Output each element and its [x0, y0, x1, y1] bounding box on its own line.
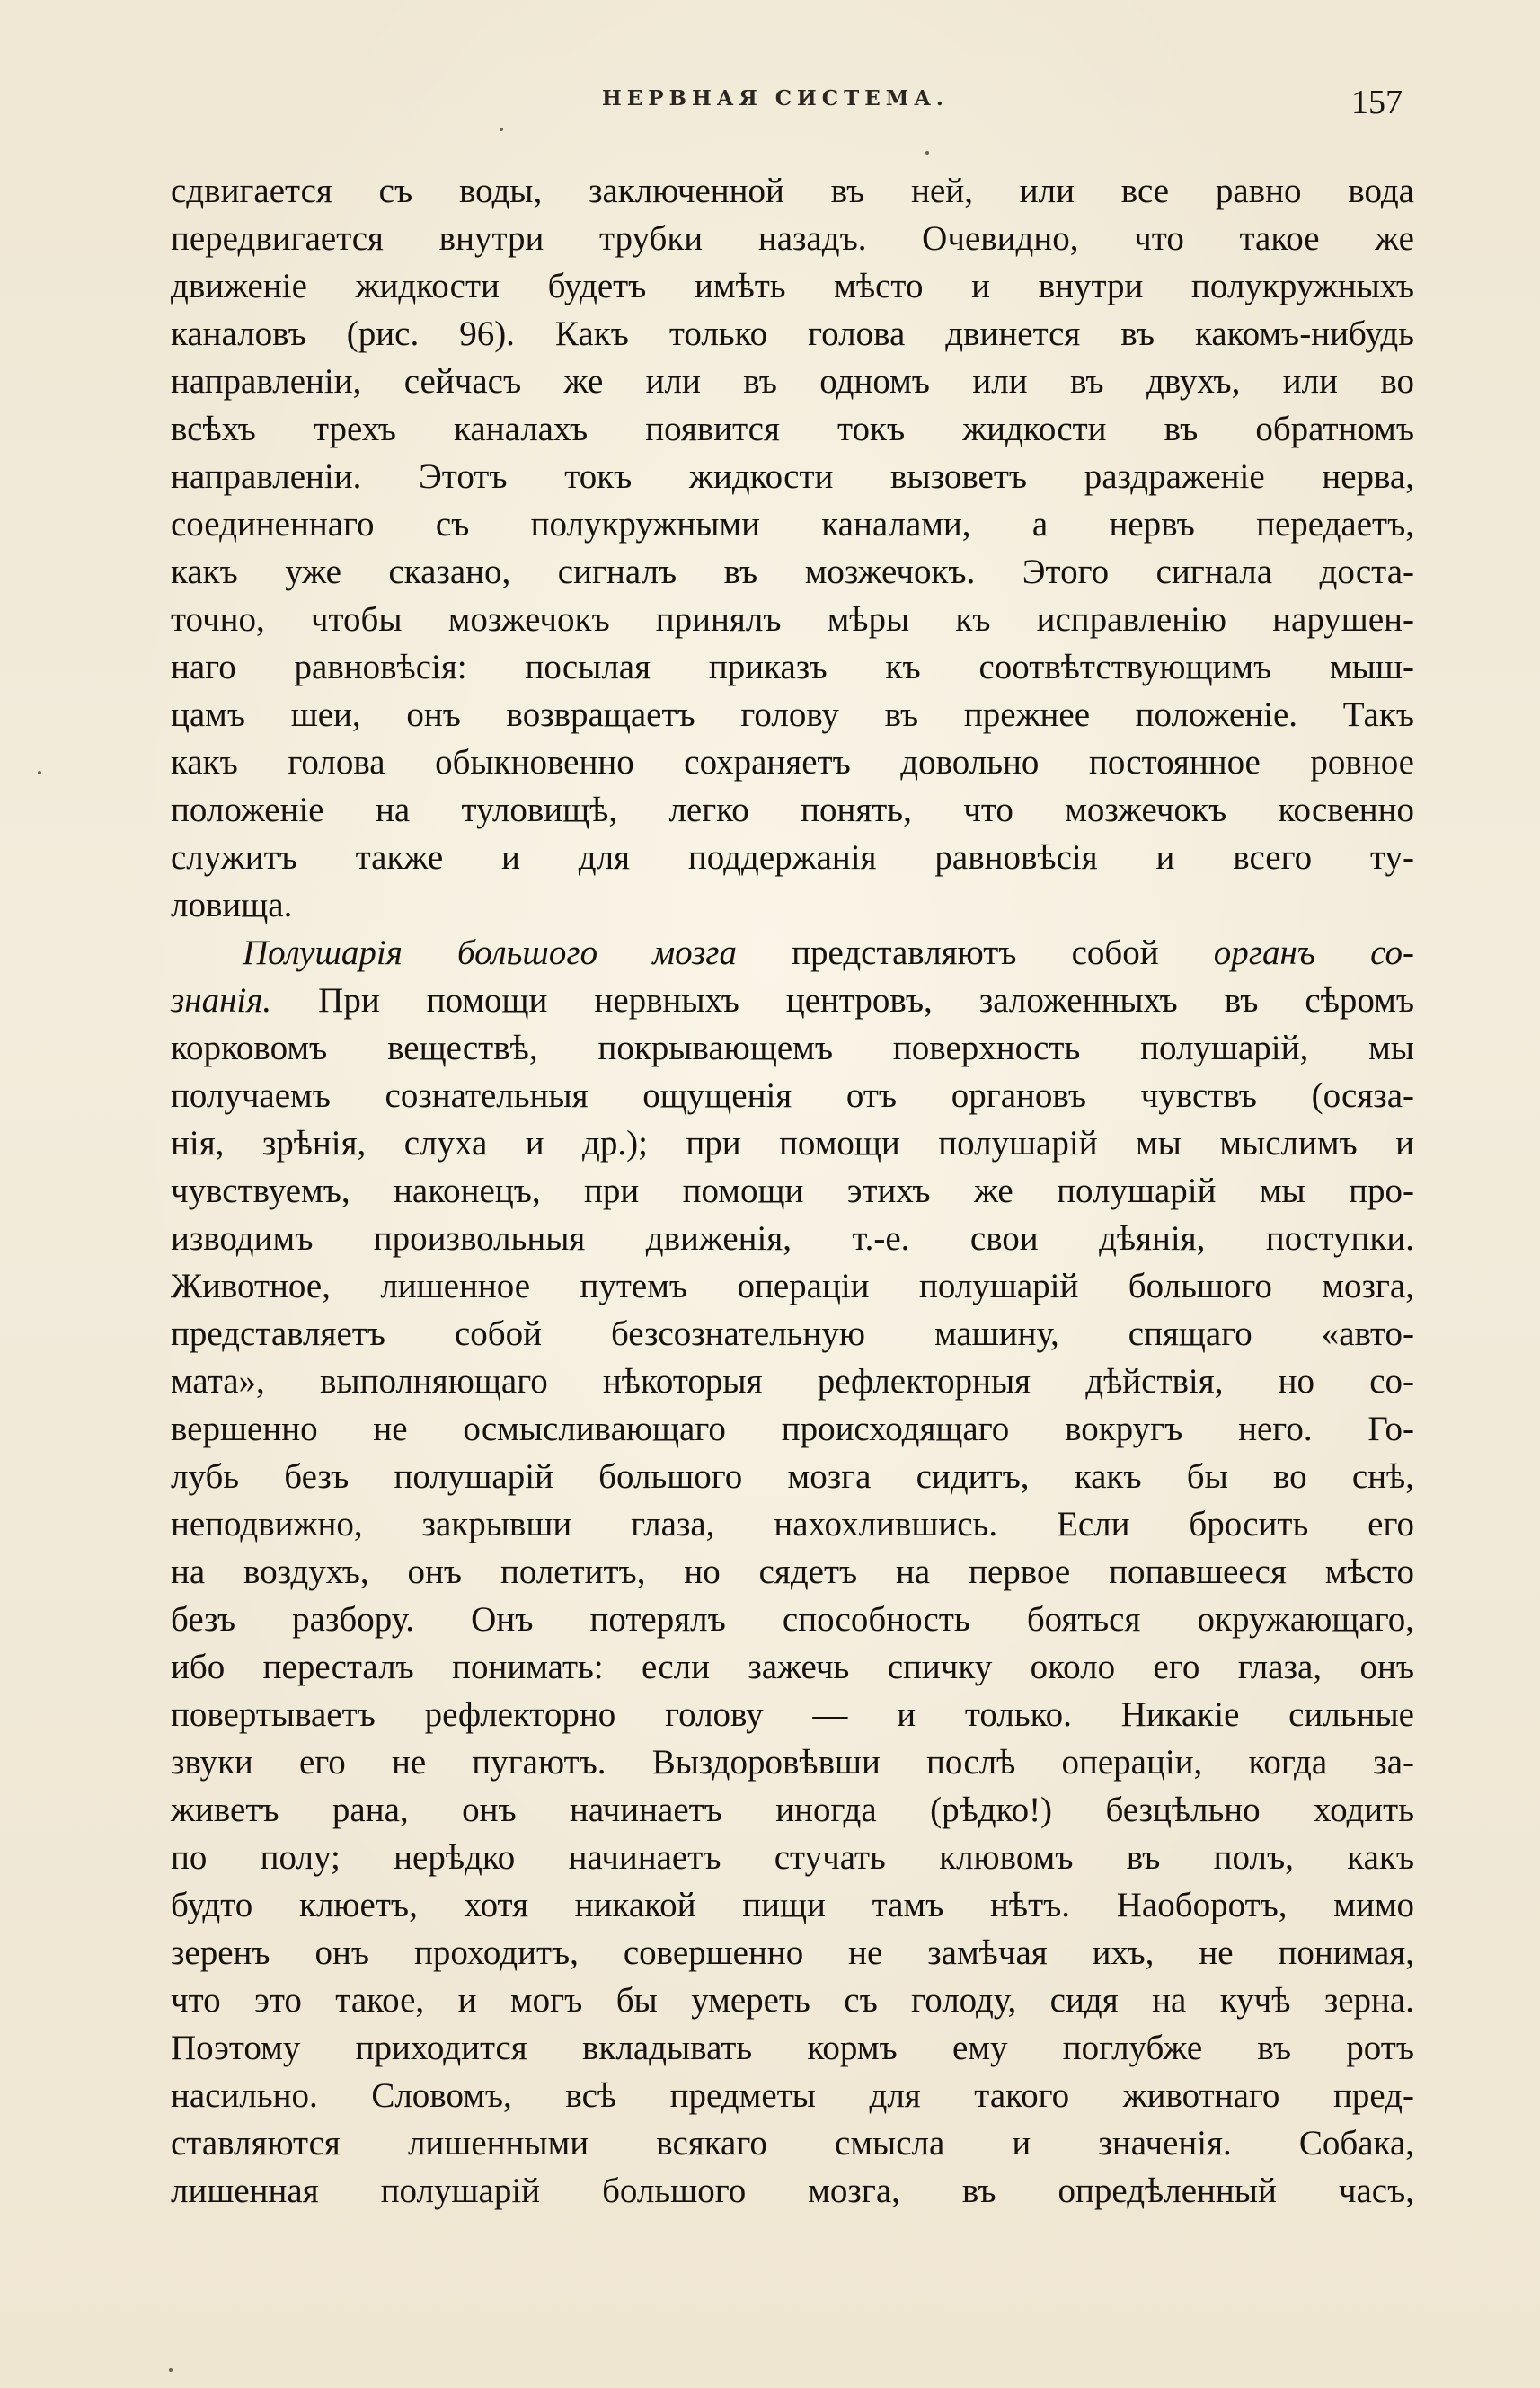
paper-speck — [500, 128, 503, 131]
text-run: представляютъ собой — [737, 933, 1214, 972]
body-text — [171, 167, 1414, 2215]
text-line: ловища. — [171, 886, 293, 924]
text-line: какъ голова обыкновенно сохраняетъ довольно постоянное ровное — [171, 743, 1414, 782]
page-number: 157 — [1351, 84, 1403, 121]
text-line: каналовъ (рис. 96). Какъ только голова двинется въ какомъ-нибудь — [171, 314, 1414, 353]
text-line: положенiе на туловищѣ, легко понять, что мозжечокъ косвенно — [171, 791, 1414, 829]
text-line: живетъ рана, онъ начинаетъ иногда (рѣдко!) безцѣльно ходить — [171, 1791, 1414, 1829]
text-line: зеренъ онъ проходитъ, совершенно не замѣчая ихъ, не понимая, — [171, 1933, 1414, 1972]
paper-speck — [38, 771, 41, 774]
running-head — [0, 83, 1540, 119]
text-line: изводимъ произвольныя движенiя, т.-е. свои дѣянiя, поступки. — [171, 1219, 1414, 1258]
italic-term: Полушарiя большого мозга — [243, 933, 738, 972]
text-line: по полу; нерѣдко начинаетъ стучать клювомъ въ полъ, какъ — [171, 1838, 1414, 1877]
text-line: представляетъ собой безсознательную машину, спящаго «авто- — [171, 1314, 1414, 1353]
text-line — [171, 929, 1414, 977]
text-run: При помощи нервныхъ центровъ, заложенныхъ въ сѣромъ — [271, 981, 1414, 1020]
text-line: нiя, зрѣнiя, слуха и др.); при помощи полушарiй мы мыслимъ и — [171, 1124, 1414, 1163]
text-line: лишенная полушарiй большого мозга, въ опредѣленный часъ, — [171, 2171, 1414, 2210]
italic-term: органъ со- — [1213, 933, 1414, 972]
italic-term: знанiя. — [171, 981, 272, 1020]
text-line: точно, чтобы мозжечокъ принялъ мѣры къ исправленiю нарушен- — [171, 600, 1414, 639]
text-line: движенiе жидкости будетъ имѣть мѣсто и внутри полукружныхъ — [171, 267, 1414, 305]
text-line: что это такое, и могъ бы умереть съ голоду, сидя на кучѣ зерна. — [171, 1981, 1414, 2020]
paper-speck — [169, 2368, 173, 2372]
text-line: цамъ шеи, онъ возвращаетъ голову въ прежнее положенiе. Такъ — [171, 695, 1414, 734]
paragraph-2 — [171, 929, 1414, 2215]
text-line: безъ разбору. Онъ потерялъ способность бояться окружающаго, — [171, 1600, 1414, 1639]
paper-speck — [925, 151, 929, 155]
text-line: какъ уже сказано, сигналъ въ мозжечокъ. Этого сигнала доста- — [171, 553, 1414, 591]
running-title: НЕРВНАЯ СИСТЕМА. — [602, 86, 949, 111]
text-line: на воздухъ, онъ полетитъ, но сядетъ на первое попавшееся мѣсто — [171, 1552, 1414, 1591]
text-line: насильно. Словомъ, всѣ предметы для такого животнаго пред- — [171, 2076, 1414, 2115]
text-line: звуки его не пугаютъ. Выздоровѣвши послѣ операцiи, когда за- — [171, 1743, 1414, 1782]
text-line: служитъ также и для поддержанiя равновѣсiя и всего ту- — [171, 838, 1414, 877]
text-line — [171, 977, 1414, 1024]
text-line: направленiи. Этотъ токъ жидкости вызоветъ раздраженiе нерва, — [171, 457, 1414, 496]
paragraph-1 — [171, 167, 1414, 929]
text-line: всѣхъ трехъ каналахъ появится токъ жидкости въ обратномъ — [171, 410, 1414, 448]
text-line: будто клюетъ, хотя никакой пищи тамъ нѣтъ. Наоборотъ, мимо — [171, 1886, 1414, 1924]
text-line: неподвижно, закрывши глаза, нахохлившись. Если бросить его — [171, 1505, 1414, 1543]
text-line: чувствуемъ, наконецъ, при помощи этихъ же полушарiй мы про- — [171, 1172, 1414, 1210]
text-line: ставляются лишенными всякаго смысла и значенiя. Собака, — [171, 2124, 1414, 2162]
text-line: Животное, лишенное путемъ операцiи полушарiй большого мозга, — [171, 1267, 1414, 1305]
text-line: лубь безъ полушарiй большого мозга сидитъ, какъ бы во снѣ, — [171, 1457, 1414, 1496]
text-line: получаемъ сознательныя ощущенiя отъ органовъ чувствъ (осяза- — [171, 1076, 1414, 1115]
text-line: направленiи, сейчасъ же или въ одномъ или въ двухъ, или во — [171, 362, 1414, 401]
text-line: мата», выполняющаго нѣкоторыя рефлекторныя дѣйствiя, но со- — [171, 1362, 1414, 1401]
text-line: наго равновѣсiя: посылая приказъ къ соотвѣтствующимъ мыш- — [171, 648, 1414, 686]
text-line: передвигается внутри трубки назадъ. Очевидно, что такое же — [171, 219, 1414, 258]
text-line: Поэтому приходится вкладывать кормъ ему поглубже въ ротъ — [171, 2029, 1414, 2067]
text-line: сдвигается съ воды, заключенной въ ней, или все равно вода — [171, 172, 1414, 210]
text-line: повертываетъ рефлекторно голову — и только. Никакiе сильные — [171, 1695, 1414, 1734]
text-line: ибо пересталъ понимать: если зажечь спичку около его глаза, онъ — [171, 1648, 1414, 1686]
text-line: корковомъ веществѣ, покрывающемъ поверхность полушарiй, мы — [171, 1029, 1414, 1067]
text-line: вершенно не осмысливающаго происходящаго вокругъ него. Го- — [171, 1410, 1414, 1448]
text-line: соединеннаго съ полукружными каналами, а нервъ передаетъ, — [171, 505, 1414, 544]
